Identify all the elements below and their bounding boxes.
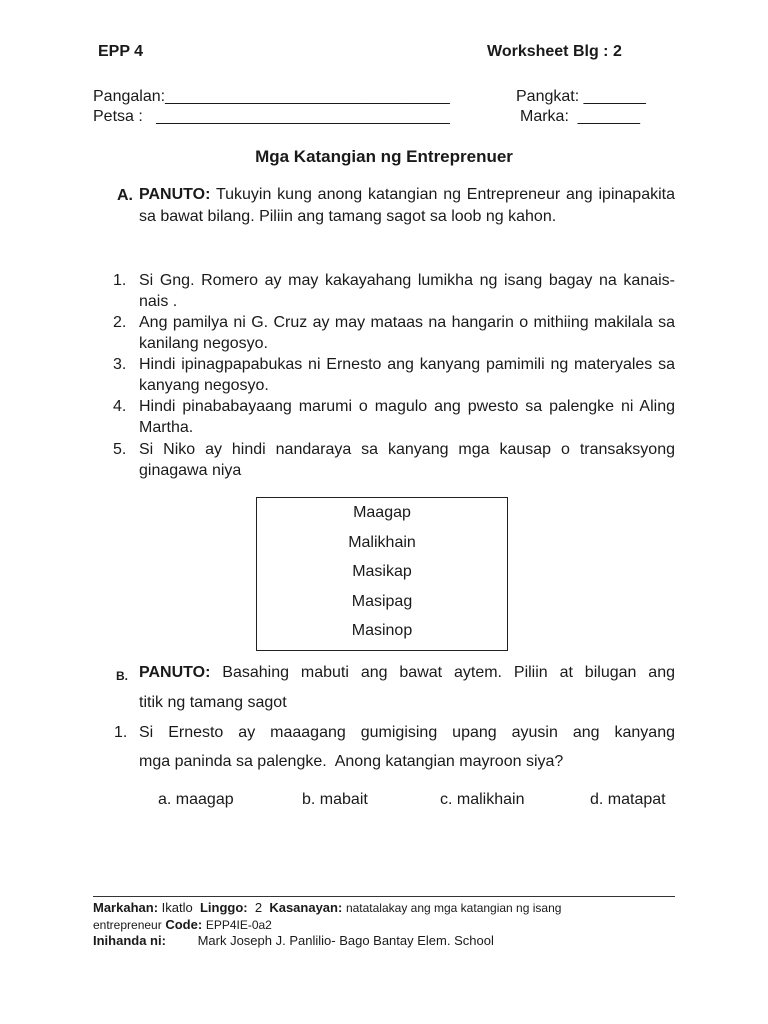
section-b-instruction-text: Basahing mabuti ang bawat aytem. Piliin at bilugan ang xyxy=(222,664,675,681)
inihanda-value: Mark Joseph J. Panlilio- Bago Bantay Elem. School xyxy=(197,933,494,948)
linggo-label: Linggo: xyxy=(199,900,248,915)
list-item xyxy=(113,312,675,354)
section-b-instruction-line1 xyxy=(139,664,675,682)
item-number: 2. xyxy=(113,314,127,331)
option-a[interactable]: a. maagap xyxy=(158,791,234,808)
item-number: 5. xyxy=(113,441,127,458)
choice-word: Masipag xyxy=(351,592,413,610)
item-number: 4. xyxy=(113,398,127,415)
footer-divider xyxy=(93,896,675,897)
list-item xyxy=(113,270,675,312)
inihanda-label: Inihanda ni: xyxy=(93,933,166,948)
choice-word: Maagap xyxy=(353,504,411,521)
petsa-field[interactable]: Petsa : _________________________________ xyxy=(93,108,450,125)
section-b-letter: B. xyxy=(116,669,128,683)
footer-line1 xyxy=(93,900,693,915)
question-line2: mga paninda sa palengke. Anong katangian mayroon siya? xyxy=(139,753,564,770)
list-item xyxy=(113,354,675,396)
option-d[interactable]: d. matapat xyxy=(590,791,666,808)
item-text: Si Niko ay hindi nandaraya sa kanyang mga kausap o transaksyong ginagawa niya xyxy=(139,441,675,479)
question-number: 1. xyxy=(114,724,128,741)
linggo-value: 2 xyxy=(254,900,263,915)
footer-line2 xyxy=(93,917,693,932)
item-number: 3. xyxy=(113,356,127,373)
footer-line3 xyxy=(93,933,693,948)
worksheet-title: Mga Katangian ng Entreprenuer xyxy=(255,147,513,166)
item-text: Hindi ipinagpapabukas ni Ernesto ang kanyang pamimili ng materyales sa kanyang negosyo. xyxy=(139,356,675,394)
option-b[interactable]: b. mabait xyxy=(302,791,368,808)
list-item xyxy=(113,396,675,438)
section-b-instruction-line2: titik ng tamang sagot xyxy=(139,694,287,711)
item-text: Ang pamilya ni G. Cruz ay may mataas na hangarin o mithiing makilala sa kanilang negosyo. xyxy=(139,314,675,352)
section-a-instruction-text: Tukuyin kung anong katangian ng Entrepreneur ang ipinapakita sa bawat bilang. Piliin ang tamang sagot sa loob ng kahon. xyxy=(139,186,676,225)
section-a-letter: A. xyxy=(117,187,133,204)
item-number: 1. xyxy=(113,272,127,289)
option-c[interactable]: c. malikhain xyxy=(440,791,525,808)
choice-word: Masikap xyxy=(352,563,412,580)
pangalan-field[interactable]: Pangalan:________________________________ xyxy=(93,88,450,105)
question-line1: Si Ernesto ay maaagang gumigising upang ayusin ang kanyang xyxy=(139,724,675,741)
code-label: Code: xyxy=(165,917,203,932)
pangkat-field[interactable]: Pangkat: _______ xyxy=(516,88,646,105)
section-b-label: PANUTO: xyxy=(139,664,211,681)
kasanayan-label: Kasanayan: xyxy=(269,900,343,915)
choice-word: Masinop xyxy=(351,622,413,639)
markahan-value: Ikatlo xyxy=(161,900,193,915)
markahan-label: Markahan: xyxy=(93,900,159,915)
list-item xyxy=(113,439,675,481)
subject-label: EPP 4 xyxy=(98,43,144,60)
section-a-instruction xyxy=(139,184,675,228)
choice-word: Malikhain xyxy=(348,533,416,551)
code-value: EPP4IE-0a2 xyxy=(205,918,272,932)
choices-box xyxy=(256,497,508,651)
marka-field[interactable]: Marka: _______ xyxy=(520,108,641,125)
item-text: Hindi pinababayaang marumi o magulo ang pwesto sa palengke ni Aling Martha. xyxy=(139,398,675,436)
worksheet-number: Worksheet Blg : 2 xyxy=(487,43,622,60)
kasanayan-cont: entrepreneur xyxy=(93,918,162,932)
item-text: Si Gng. Romero ay may kakayahang lumikha ng isang bagay na kanais-nais . xyxy=(139,272,675,310)
kasanayan-value: natatalakay ang mga katangian ng isang xyxy=(345,901,562,915)
section-a-label: PANUTO: xyxy=(139,186,211,203)
